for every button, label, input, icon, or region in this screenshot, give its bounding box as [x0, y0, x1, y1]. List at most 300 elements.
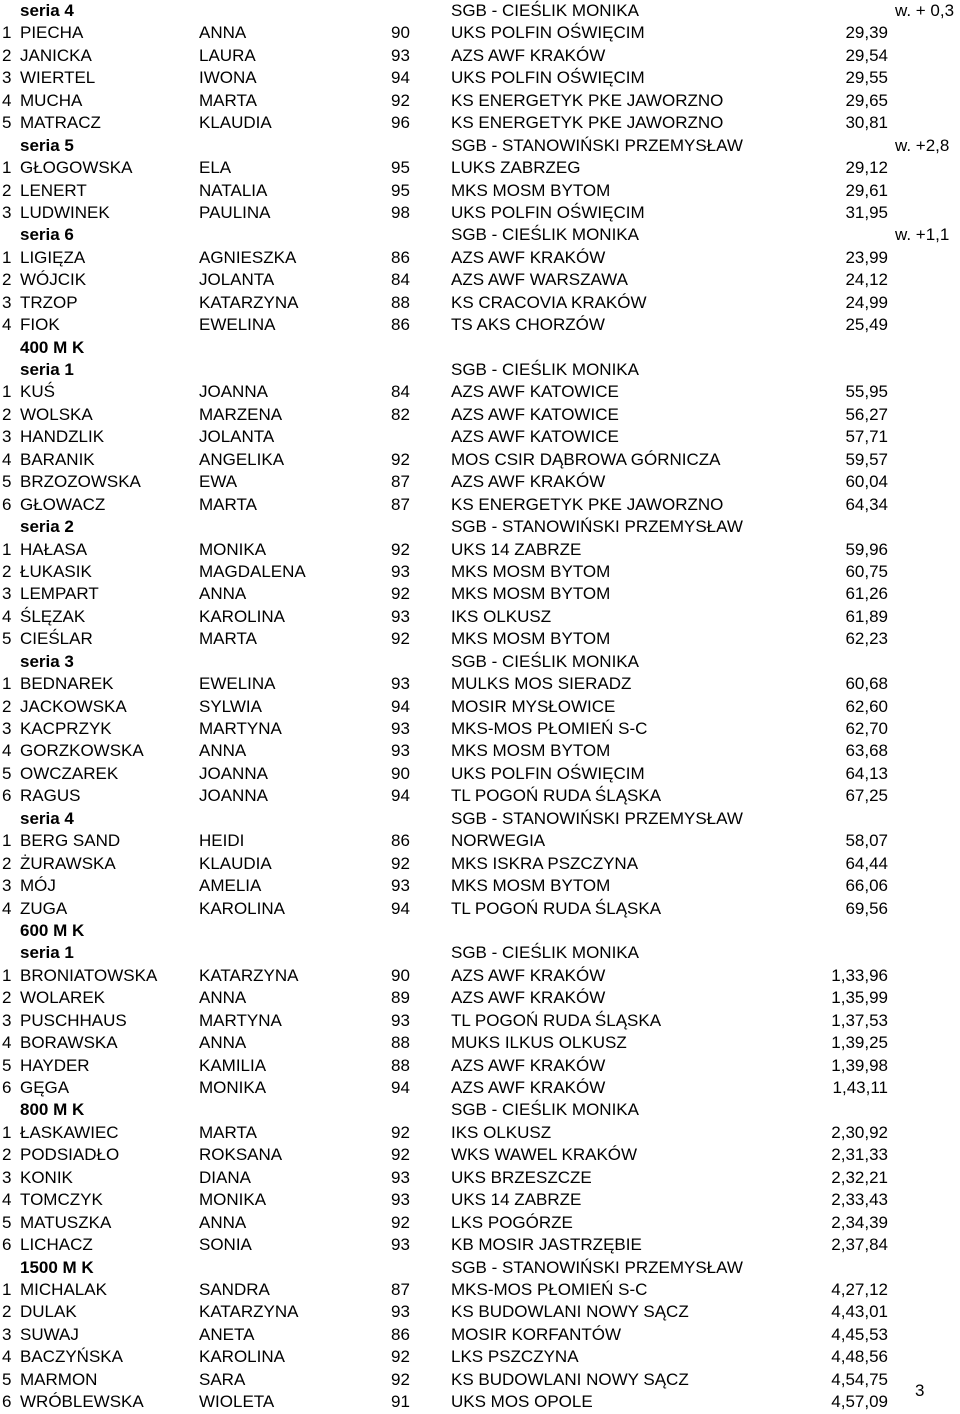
- result-time: 61,89: [845, 606, 888, 626]
- last-name: MÓJ: [20, 876, 56, 896]
- event-label: 400 M K: [20, 337, 85, 357]
- result-row: [0, 606, 960, 628]
- last-name: GORZKOWSKA: [20, 741, 144, 761]
- result-time: 2,30,92: [831, 1122, 888, 1142]
- club-name: LKS PSZCZYNA: [451, 1347, 579, 1367]
- last-name: HAYDER: [20, 1055, 90, 1075]
- first-name: KLAUDIA: [199, 113, 272, 133]
- result-row: [0, 1212, 960, 1234]
- heat-official: SGB - CIEŚLIK MONIKA: [451, 225, 639, 245]
- page-number: 3: [915, 1381, 925, 1400]
- club-name: KS BUDOWLANI NOWY SĄCZ: [451, 1369, 689, 1389]
- last-name: KACPRZYK: [20, 719, 112, 738]
- place: 2: [2, 270, 12, 290]
- result-time: 2,37,84: [831, 1235, 888, 1255]
- result-time: 23,99: [845, 247, 888, 267]
- place: 4: [2, 90, 12, 110]
- birth-year: 94: [391, 1078, 410, 1097]
- place: 3: [2, 1324, 12, 1344]
- birth-year: 93: [391, 1167, 410, 1187]
- club-name: UKS 14 ZABRZE: [451, 539, 582, 559]
- birth-year: 88: [391, 292, 410, 312]
- result-time: 1,43,11: [832, 1078, 888, 1097]
- result-time: 60,04: [845, 472, 888, 492]
- place: 3: [2, 584, 12, 604]
- result-row: [0, 763, 960, 785]
- first-name: HEIDI: [199, 831, 245, 851]
- club-name: MKS-MOS PŁOMIEŃ S-C: [451, 719, 648, 738]
- result-row: [0, 1279, 960, 1301]
- last-name: BERG SAND: [20, 831, 121, 851]
- result-time: 61,26: [845, 584, 888, 604]
- last-name: BRZOZOWSKA: [20, 472, 141, 492]
- first-name: AMELIA: [199, 876, 262, 896]
- result-time: 4,48,56: [831, 1347, 888, 1367]
- first-name: ANNA: [199, 988, 247, 1008]
- club-name: AZS AWF KATOWICE: [451, 404, 619, 424]
- wind-reading: w. +1,1: [895, 225, 950, 245]
- first-name: MONIKA: [199, 1190, 267, 1210]
- first-name: PAULINA: [199, 202, 271, 222]
- result-time: 1,33,96: [831, 965, 888, 985]
- club-name: MKS MOSM BYTOM: [451, 584, 611, 604]
- first-name: ANNA: [199, 1212, 247, 1232]
- result-time: 2,31,33: [831, 1145, 888, 1165]
- result-row: [0, 471, 960, 493]
- result-time: 29,55: [845, 68, 888, 88]
- birth-year: 92: [391, 853, 410, 873]
- birth-year: 92: [391, 90, 410, 110]
- first-name: IWONA: [199, 68, 257, 88]
- place: 4: [2, 898, 12, 918]
- result-row: [0, 314, 960, 336]
- club-name: TL POGOŃ RUDA ŚLĄSKA: [451, 898, 662, 918]
- last-name: WÓJCIK: [20, 270, 87, 290]
- place: 6: [2, 1235, 12, 1255]
- result-time: 4,27,12: [831, 1279, 888, 1299]
- place: 1: [2, 674, 12, 694]
- result-row: [0, 583, 960, 605]
- first-name: MARTA: [199, 494, 257, 514]
- first-name: MARTA: [199, 629, 257, 649]
- result-time: 4,43,01: [831, 1302, 888, 1322]
- result-time: 59,96: [845, 539, 888, 559]
- heat-official: SGB - STANOWIŃSKI PRZEMYSŁAW: [451, 517, 743, 537]
- result-time: 29,61: [845, 180, 888, 200]
- result-time: 56,27: [845, 404, 888, 424]
- first-name: KAROLINA: [199, 898, 285, 918]
- birth-year: 87: [391, 1279, 410, 1299]
- club-name: MKS MOSM BYTOM: [451, 629, 611, 649]
- result-time: 62,70: [845, 719, 888, 738]
- place: 6: [2, 786, 12, 806]
- last-name: BARANIK: [20, 449, 95, 469]
- birth-year: 86: [391, 247, 410, 267]
- result-row: [0, 1369, 960, 1391]
- result-row: [0, 90, 960, 112]
- birth-year: 92: [391, 1212, 410, 1232]
- heat-label: seria 4: [20, 808, 74, 828]
- birth-year: 94: [391, 68, 410, 88]
- first-name: ANNA: [199, 741, 247, 761]
- result-time: 58,07: [845, 831, 888, 851]
- result-row: [0, 1077, 960, 1099]
- heat-official: SGB - STANOWIŃSKI PRZEMYSŁAW: [451, 135, 743, 155]
- last-name: BORAWSKA: [20, 1033, 118, 1053]
- last-name: LIGIĘZA: [20, 247, 86, 267]
- wind-reading: w. +2,8: [895, 135, 950, 155]
- result-row: [0, 853, 960, 875]
- first-name: KAMILIA: [199, 1055, 267, 1075]
- club-name: KS ENERGETYK PKE JAWORZNO: [451, 90, 724, 110]
- first-name: KAROLINA: [199, 606, 285, 626]
- club-name: TL POGOŃ RUDA ŚLĄSKA: [451, 786, 662, 806]
- place: 3: [2, 1167, 12, 1187]
- club-name: MKS-MOS PŁOMIEŃ S-C: [451, 1279, 648, 1299]
- club-name: MKS ISKRA PSZCZYNA: [451, 853, 639, 873]
- birth-year: 94: [391, 786, 410, 806]
- result-time: 29,65: [845, 90, 888, 110]
- last-name: GĘGA: [20, 1078, 70, 1097]
- result-time: 1,35,99: [831, 988, 888, 1008]
- place: 2: [2, 180, 12, 200]
- first-name: MONIKA: [199, 1078, 267, 1097]
- place: 2: [2, 45, 12, 65]
- result-time: 59,57: [845, 449, 888, 469]
- club-name: TL POGOŃ RUDA ŚLĄSKA: [451, 1010, 662, 1030]
- heat-header: [0, 224, 960, 246]
- birth-year: 98: [391, 202, 410, 222]
- first-name: KLAUDIA: [199, 853, 272, 873]
- heat-label: seria 4: [20, 1, 74, 20]
- club-name: AZS AWF KRAKÓW: [451, 988, 606, 1008]
- last-name: KONIK: [20, 1167, 73, 1187]
- first-name: SARA: [199, 1369, 246, 1389]
- result-time: 4,57,09: [831, 1392, 888, 1412]
- place: 5: [2, 763, 12, 783]
- result-time: 64,34: [845, 494, 888, 514]
- event-header: [0, 337, 960, 359]
- heat-label: seria 1: [20, 360, 74, 379]
- club-name: AZS AWF KATOWICE: [451, 382, 619, 402]
- birth-year: 90: [391, 23, 410, 43]
- club-name: TS AKS CHORZÓW: [451, 315, 605, 335]
- first-name: JOANNA: [199, 382, 268, 402]
- last-name: KUŚ: [20, 382, 55, 402]
- last-name: LEMPART: [20, 584, 99, 604]
- result-time: 2,34,39: [831, 1212, 888, 1232]
- last-name: FIOK: [20, 315, 60, 335]
- club-name: LUKS ZABRZEG: [451, 158, 581, 178]
- last-name: WIERTEL: [20, 68, 96, 88]
- last-name: PUSCHHAUS: [20, 1010, 127, 1030]
- result-row: [0, 1122, 960, 1144]
- club-name: AZS AWF KRAKÓW: [451, 247, 606, 267]
- result-time: 55,95: [845, 382, 888, 402]
- last-name: WOLSKA: [20, 404, 93, 424]
- result-row: [0, 696, 960, 718]
- birth-year: 82: [391, 404, 410, 424]
- result-row: [0, 830, 960, 852]
- last-name: ŁASKAWIEC: [20, 1122, 119, 1142]
- heat-label: seria 3: [20, 651, 74, 671]
- club-name: WKS WAWEL KRAKÓW: [451, 1145, 638, 1165]
- first-name: KATARZYNA: [199, 1302, 299, 1322]
- first-name: LAURA: [199, 45, 256, 65]
- result-row: [0, 1010, 960, 1032]
- place: 1: [2, 539, 12, 559]
- first-name: WIOLETA: [199, 1392, 275, 1412]
- place: 5: [2, 113, 12, 133]
- birth-year: 92: [391, 449, 410, 469]
- result-row: [0, 1346, 960, 1368]
- club-name: UKS POLFIN OŚWIĘCIM: [451, 763, 645, 783]
- first-name: MARTYNA: [199, 1010, 282, 1030]
- result-time: 25,49: [845, 315, 888, 335]
- birth-year: 87: [391, 494, 410, 514]
- last-name: BRONIATOWSKA: [20, 965, 158, 985]
- club-name: UKS POLFIN OŚWIĘCIM: [451, 68, 645, 88]
- result-time: 69,56: [845, 898, 888, 918]
- result-row: [0, 1391, 960, 1413]
- result-time: 62,23: [845, 629, 888, 649]
- event-label: 600 M K: [20, 920, 85, 940]
- heat-official: SGB - CIEŚLIK MONIKA: [451, 943, 639, 963]
- place: 3: [2, 68, 12, 88]
- result-row: [0, 292, 960, 314]
- club-name: AZS AWF KATOWICE: [451, 427, 619, 447]
- place: 1: [2, 1279, 12, 1299]
- last-name: MICHALAK: [20, 1279, 107, 1299]
- result-row: [0, 987, 960, 1009]
- club-name: AZS AWF KRAKÓW: [451, 965, 606, 985]
- last-name: ZUGA: [20, 898, 68, 918]
- result-row: [0, 1144, 960, 1166]
- heat-header: [0, 359, 960, 381]
- last-name: TOMCZYK: [20, 1190, 103, 1210]
- place: 4: [2, 1347, 12, 1367]
- first-name: MARTA: [199, 1122, 257, 1142]
- club-name: MULKS MOS SIERADZ: [451, 674, 632, 694]
- last-name: PIECHA: [20, 23, 84, 43]
- birth-year: 93: [391, 1302, 410, 1322]
- club-name: KS CRACOVIA KRAKÓW: [451, 292, 647, 312]
- place: 3: [2, 1010, 12, 1030]
- last-name: JACKOWSKA: [20, 696, 127, 716]
- result-row: [0, 539, 960, 561]
- heat-label: 1500 M K: [20, 1257, 94, 1277]
- birth-year: 84: [391, 270, 410, 290]
- heat-official: SGB - CIEŚLIK MONIKA: [451, 1, 639, 20]
- first-name: SYLWIA: [199, 696, 262, 716]
- birth-year: 92: [391, 629, 410, 649]
- place: 1: [2, 247, 12, 267]
- last-name: MATRACZ: [20, 113, 101, 133]
- last-name: HANDZLIK: [20, 427, 105, 447]
- first-name: JOLANTA: [199, 270, 275, 290]
- club-name: UKS BRZESZCZE: [451, 1167, 592, 1187]
- result-time: 31,95: [845, 202, 888, 222]
- result-time: 60,75: [845, 561, 888, 581]
- first-name: JOANNA: [199, 763, 268, 783]
- result-row: [0, 1234, 960, 1256]
- birth-year: 96: [391, 113, 410, 133]
- heat-header: [0, 0, 960, 22]
- club-name: KS BUDOWLANI NOWY SĄCZ: [451, 1302, 689, 1322]
- first-name: MARTA: [199, 90, 257, 110]
- result-time: 64,44: [845, 853, 888, 873]
- last-name: ŚLĘZAK: [20, 606, 86, 626]
- last-name: MATUSZKA: [20, 1212, 112, 1232]
- club-name: AZS AWF WARSZAWA: [451, 270, 628, 290]
- birth-year: 86: [391, 831, 410, 851]
- last-name: DULAK: [20, 1302, 77, 1322]
- place: 1: [2, 1122, 12, 1142]
- result-row: [0, 1324, 960, 1346]
- heat-label: seria 5: [20, 135, 74, 155]
- place: 4: [2, 315, 12, 335]
- last-name: WRÓBLEWSKA: [20, 1392, 144, 1412]
- birth-year: 94: [391, 898, 410, 918]
- birth-year: 92: [391, 539, 410, 559]
- place: 6: [2, 494, 12, 514]
- result-time: 2,33,43: [831, 1190, 888, 1210]
- club-name: IKS OLKUSZ: [451, 606, 552, 626]
- last-name: ŻURAWSKA: [20, 853, 116, 873]
- result-time: 29,12: [845, 158, 888, 178]
- first-name: ANNA: [199, 584, 247, 604]
- heat-official: SGB - CIEŚLIK MONIKA: [451, 651, 639, 671]
- place: 6: [2, 1392, 12, 1412]
- heat-label: seria 6: [20, 225, 74, 245]
- club-name: MOSIR KORFANTÓW: [451, 1324, 621, 1344]
- place: 1: [2, 965, 12, 985]
- result-time: 24,12: [845, 270, 888, 290]
- last-name: CIEŚLAR: [20, 629, 93, 649]
- result-time: 64,13: [845, 763, 888, 783]
- result-row: [0, 875, 960, 897]
- place: 2: [2, 696, 12, 716]
- birth-year: 92: [391, 1122, 410, 1142]
- birth-year: 92: [391, 1369, 410, 1389]
- result-time: 2,32,21: [831, 1167, 888, 1187]
- result-time: 30,81: [845, 113, 888, 133]
- result-time: 29,39: [845, 23, 888, 43]
- first-name: KAROLINA: [199, 1347, 285, 1367]
- result-time: 24,99: [845, 292, 888, 312]
- result-time: 60,68: [845, 674, 888, 694]
- place: 4: [2, 1190, 12, 1210]
- heat-official: SGB - STANOWIŃSKI PRZEMYSŁAW: [451, 808, 743, 828]
- birth-year: 93: [391, 876, 410, 896]
- result-row: [0, 180, 960, 202]
- heat-header: [0, 135, 960, 157]
- result-time: 4,54,75: [831, 1369, 888, 1389]
- birth-year: 93: [391, 719, 410, 738]
- last-name: LUDWINEK: [20, 202, 110, 222]
- first-name: EWELINA: [199, 674, 276, 694]
- birth-year: 86: [391, 1324, 410, 1344]
- club-name: MUKS ILKUS OLKUSZ: [451, 1033, 627, 1053]
- first-name: NATALIA: [199, 180, 268, 200]
- heat-header: [0, 942, 960, 964]
- result-row: [0, 202, 960, 224]
- wind-reading: w. + 0,3: [895, 1, 955, 20]
- place: 2: [2, 853, 12, 873]
- club-name: LKS POGÓRZE: [451, 1212, 573, 1232]
- place: 2: [2, 988, 12, 1008]
- birth-year: 88: [391, 1033, 410, 1053]
- club-name: MKS MOSM BYTOM: [451, 180, 611, 200]
- place: 3: [2, 876, 12, 896]
- heat-header: [0, 1257, 960, 1279]
- heat-label: seria 1: [20, 943, 74, 963]
- club-name: MKS MOSM BYTOM: [451, 741, 611, 761]
- place: 5: [2, 472, 12, 492]
- birth-year: 88: [391, 1055, 410, 1075]
- result-row: [0, 449, 960, 471]
- place: 4: [2, 1033, 12, 1053]
- last-name: GŁOWACZ: [20, 494, 106, 514]
- result-row: [0, 1167, 960, 1189]
- first-name: ANETA: [199, 1324, 255, 1344]
- result-row: [0, 1189, 960, 1211]
- club-name: AZS AWF KRAKÓW: [451, 472, 606, 492]
- first-name: ELA: [199, 158, 232, 178]
- result-time: 66,06: [845, 876, 888, 896]
- result-row: [0, 965, 960, 987]
- result-row: [0, 67, 960, 89]
- first-name: KATARZYNA: [199, 965, 299, 985]
- birth-year: 84: [391, 382, 410, 402]
- heat-header: [0, 516, 960, 538]
- birth-year: 92: [391, 1347, 410, 1367]
- place: 1: [2, 158, 12, 178]
- first-name: MARTYNA: [199, 719, 282, 738]
- last-name: TRZOP: [20, 292, 78, 312]
- club-name: MOSIR MYSŁOWICE: [451, 696, 616, 716]
- birth-year: 93: [391, 1190, 410, 1210]
- birth-year: 94: [391, 696, 410, 716]
- last-name: LICHACZ: [20, 1235, 93, 1255]
- result-row: [0, 673, 960, 695]
- last-name: MARMON: [20, 1369, 98, 1389]
- last-name: PODSIADŁO: [20, 1145, 120, 1165]
- heat-label: seria 2: [20, 517, 74, 537]
- birth-year: 93: [391, 606, 410, 626]
- first-name: ANGELIKA: [199, 449, 285, 469]
- place: 3: [2, 427, 12, 447]
- first-name: MARZENA: [199, 404, 283, 424]
- birth-year: 90: [391, 965, 410, 985]
- birth-year: 95: [391, 158, 410, 178]
- heat-official: SGB - CIEŚLIK MONIKA: [451, 1100, 639, 1120]
- birth-year: 93: [391, 45, 410, 65]
- place: 3: [2, 202, 12, 222]
- club-name: UKS MOS OPOLE: [451, 1392, 593, 1412]
- club-name: KB MOSIR JASTRZĘBIE: [451, 1235, 642, 1255]
- place: 3: [2, 292, 12, 312]
- birth-year: 92: [391, 584, 410, 604]
- result-row: [0, 898, 960, 920]
- result-time: 1,39,98: [831, 1055, 888, 1075]
- last-name: SUWAJ: [20, 1324, 79, 1344]
- result-time: 67,25: [845, 786, 888, 806]
- first-name: AGNIESZKA: [199, 247, 297, 267]
- result-row: [0, 1032, 960, 1054]
- result-row: [0, 247, 960, 269]
- last-name: RAGUS: [20, 786, 81, 806]
